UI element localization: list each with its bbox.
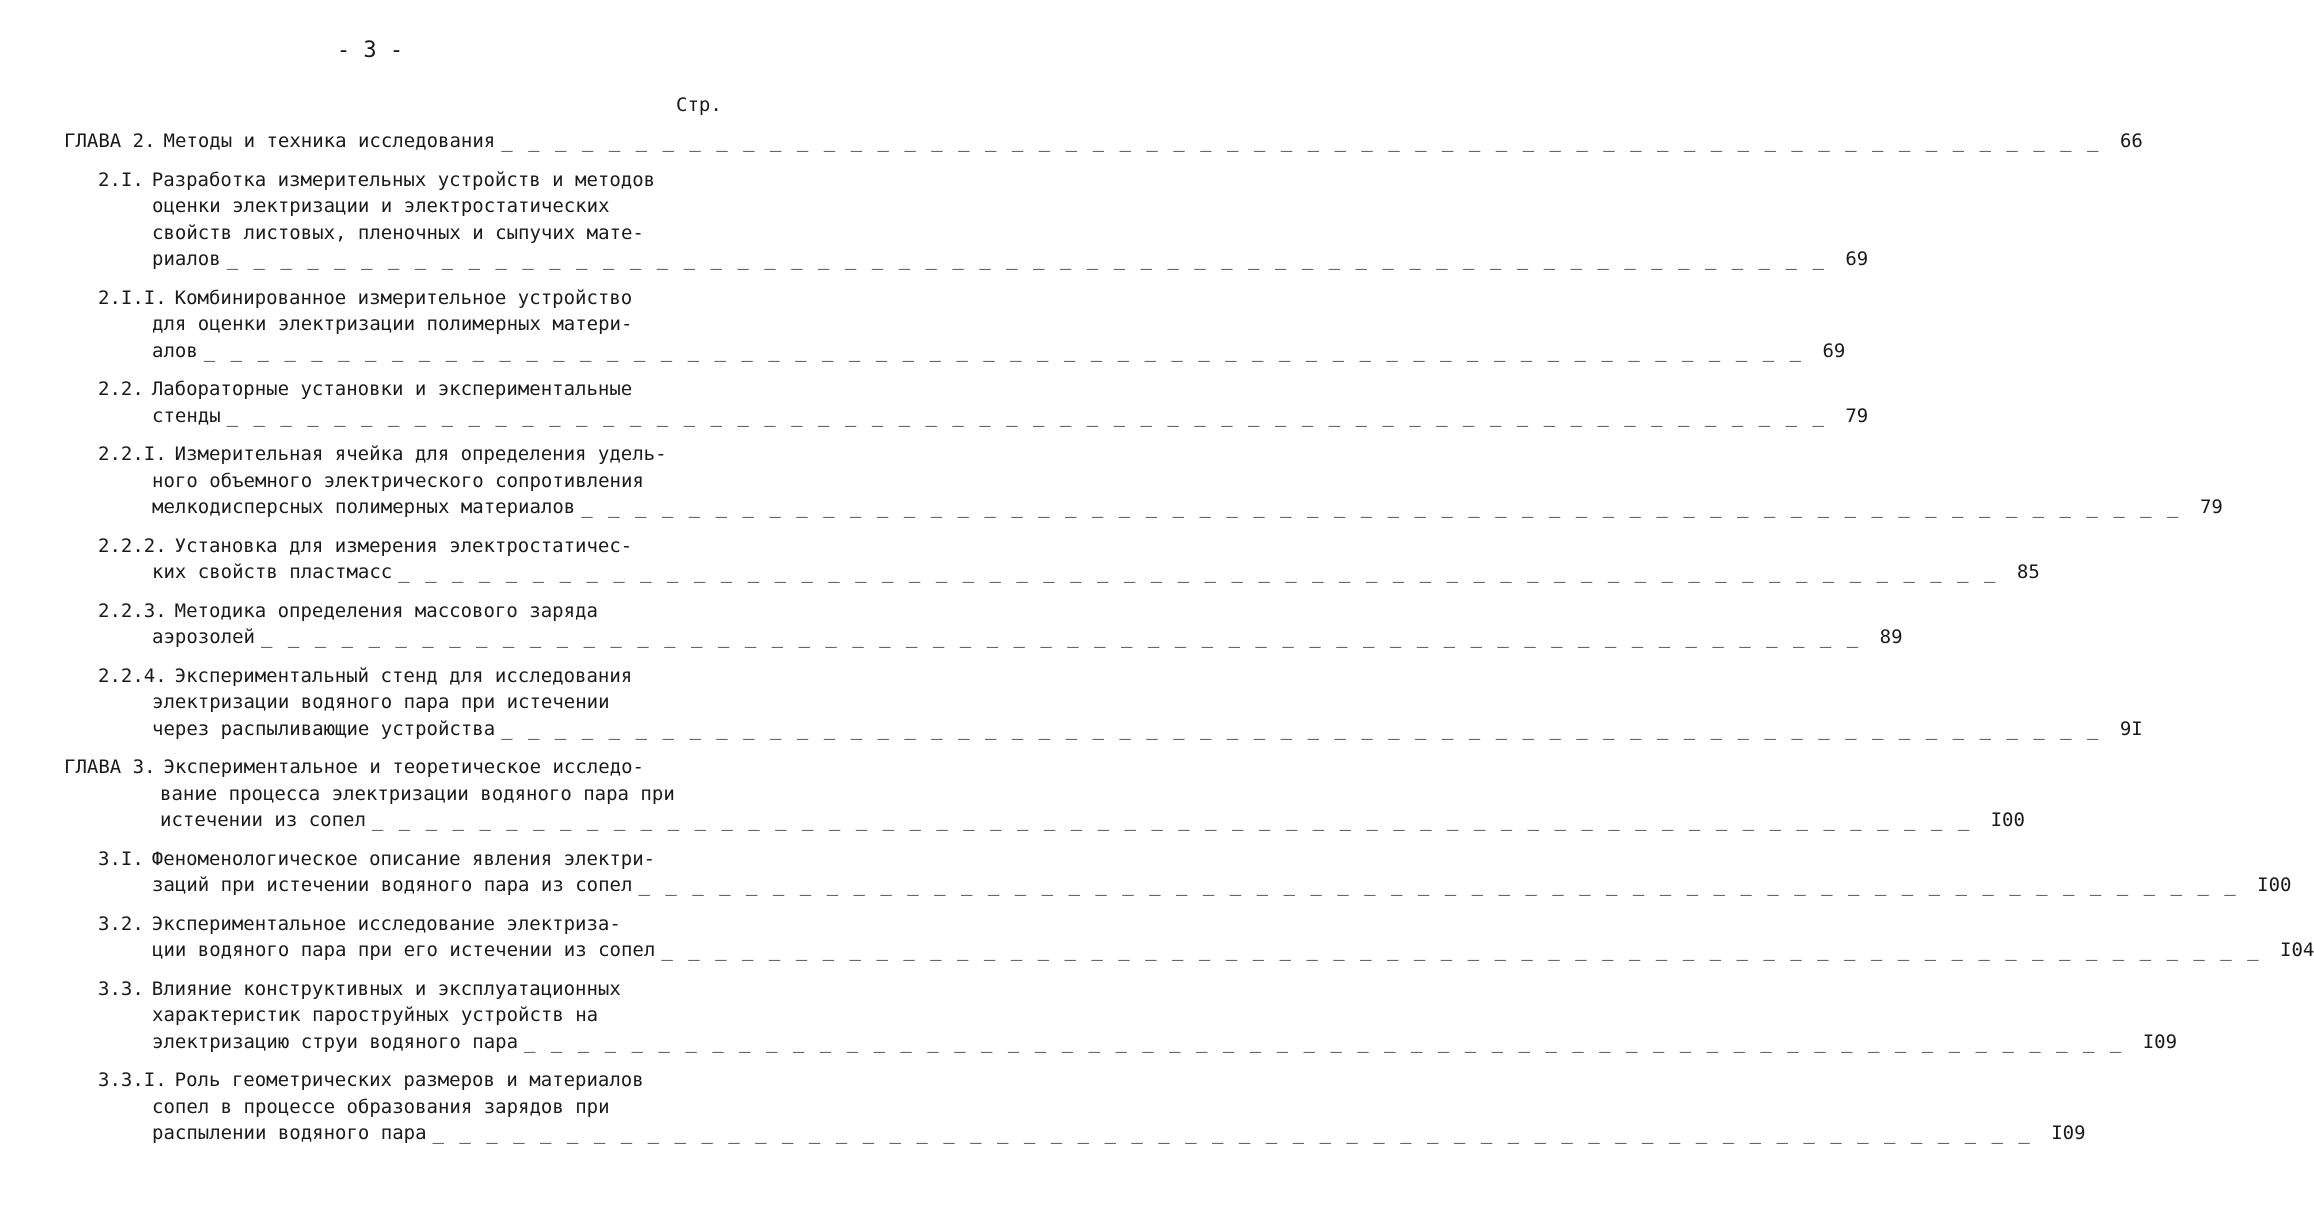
toc-entry-title-line: Измерительная ячейка для определения удель- — [174, 443, 667, 465]
toc-entry-title-line: Влияние конструктивных и эксплуатационных — [151, 977, 621, 1000]
toc-entry — [0, 976, 2178, 1056]
leader-dashes: _ _ _ _ _ _ _ _ _ _ _ _ _ _ _ _ _ _ _ _ _ _ _ _ _ _ _ _ _ _ _ _ _ _ _ _ _ _ _ _ _ _ _ _ _ _ _ _ _ _ _ _ _ _ _ _ _ _ _ _ — [260, 626, 1874, 648]
leader-dashes: _ _ _ _ _ _ _ _ _ _ _ _ _ _ _ _ _ _ _ _ _ _ _ _ _ _ _ _ _ _ _ _ _ _ _ _ _ _ _ _ _ _ _ _ _ _ _ _ _ _ _ _ _ _ _ _ _ _ _ _ — [501, 130, 2114, 152]
toc-entry-title-last-line: мелкодисперсных полимерных материалов — [152, 496, 576, 518]
toc-entry — [0, 598, 1903, 651]
toc-page-number: 79 — [2199, 496, 2223, 518]
toc-entry-number: 2.I. — [98, 168, 144, 191]
toc-page-number: 89 — [1879, 626, 1903, 648]
toc-entry — [0, 285, 1846, 365]
toc-entry-title-line: для оценки электризации полимерных матери- — [152, 313, 633, 335]
toc-entry-title-last-line: аэрозолей — [152, 626, 255, 648]
toc-entry-title-line: Экспериментальный стенд для исследования — [174, 664, 633, 687]
toc-entry — [0, 754, 2025, 834]
toc-entry-title-last-line: ких свойств пластмасс — [152, 561, 393, 583]
leader-dashes: _ _ _ _ _ _ _ _ _ _ _ _ _ _ _ _ _ _ _ _ _ _ _ _ _ _ _ _ _ _ _ _ _ _ _ _ _ _ _ _ _ _ _ _ _ _ _ _ _ _ _ _ _ _ _ _ _ _ _ _ — [226, 248, 1840, 270]
toc-entry-number: 2.2.3. — [98, 599, 167, 622]
leader-dashes: _ _ _ _ _ _ _ _ _ _ _ _ _ _ _ _ _ _ _ _ _ _ _ _ _ _ _ _ _ _ _ _ _ _ _ _ _ _ _ _ _ _ _ _ _ _ _ _ _ _ _ _ _ _ _ _ _ _ _ _ — [226, 404, 1840, 427]
toc-entry — [0, 911, 2314, 964]
toc-page-number: 85 — [2016, 561, 2040, 583]
leader-dashes: _ _ _ _ _ _ _ _ _ _ _ _ _ _ _ _ _ _ _ _ _ _ _ _ _ _ _ _ _ _ _ _ _ _ _ _ _ _ _ _ _ _ _ _ _ _ _ _ _ _ _ _ _ _ _ _ _ _ _ _ — [661, 939, 2275, 961]
page-number: - 3 - — [336, 38, 404, 63]
table-of-contents — [0, 128, 2314, 1159]
leader-dashes: _ _ _ _ _ _ _ _ _ _ _ _ _ _ _ _ _ _ _ _ _ _ _ _ _ _ _ _ _ _ _ _ _ _ _ _ _ _ _ _ _ _ _ _ _ _ _ _ _ _ _ _ _ _ _ _ _ _ _ _ — [524, 1030, 2137, 1053]
toc-entry-number: ГЛАВА 2. — [64, 130, 156, 152]
toc-page-number: 69 — [1845, 248, 1869, 270]
toc-entry-title-last-line: риалов — [152, 248, 221, 270]
toc-entry — [0, 1067, 2086, 1147]
toc-entry-number: 2.2.4. — [98, 664, 167, 687]
toc-entry-title-line: ного объемного электрического сопротивления — [152, 469, 644, 492]
toc-entry-number: 3.3.I. — [98, 1069, 167, 1091]
toc-entry-title-last-line: ции водяного пара при его истечении из сопел — [152, 939, 656, 961]
toc-entry-number: 2.2.2. — [98, 534, 167, 557]
toc-entry-title-line: сопел в процессе образования зарядов при — [152, 1095, 610, 1118]
toc-entry-title-last-line: распылении водяного пара — [152, 1122, 427, 1144]
leader-dashes: _ _ _ _ _ _ _ _ _ _ _ _ _ _ _ _ _ _ _ _ _ _ _ _ _ _ _ _ _ _ _ _ _ _ _ _ _ _ _ _ _ _ _ _ _ _ _ _ _ _ _ _ _ _ _ _ _ _ _ _ — [203, 339, 1817, 362]
leader-dashes: _ _ _ _ _ _ _ _ _ _ _ _ _ _ _ _ _ _ _ _ _ _ _ _ _ _ _ _ _ _ _ _ _ _ _ _ _ _ _ _ _ _ _ _ _ _ _ _ _ _ _ _ _ _ _ _ _ _ _ _ — [638, 874, 2252, 896]
toc-entry-number: 3.2. — [98, 912, 144, 935]
toc-entry-title-line: Разработка измерительных устройств и методов — [151, 168, 656, 191]
toc-entry-title-line: Лабораторные установки и экспериментальные — [151, 378, 633, 400]
toc-entry-title-last-line: заций при истечении водяного пара из сопел — [152, 874, 633, 896]
toc-entry-title-last-line: алов — [152, 339, 198, 362]
toc-entry-title-last-line: электризацию струи водяного пара — [152, 1030, 519, 1053]
toc-entry-title-last-line: Методы и техника исследования — [163, 130, 496, 152]
toc-entry-number: 2.2.I. — [98, 443, 167, 465]
toc-page-number: 66 — [2119, 130, 2143, 152]
toc-entry-title-line: свойств листовых, пленочных и сыпучих мате- — [152, 221, 644, 244]
toc-entry — [0, 846, 2292, 899]
toc-entry-number: 2.2. — [98, 378, 144, 400]
toc-entry-title-line: Экспериментальное и теоретическое исследо- — [163, 756, 644, 778]
toc-page-number: I04 — [2280, 939, 2314, 961]
toc-entry-title-line: характеристик пароструйных устройств на — [152, 1004, 599, 1026]
toc-entry-title-last-line: истечении из сопел — [160, 809, 366, 831]
toc-page-number: I09 — [2142, 1030, 2178, 1053]
toc-page-number: I00 — [1990, 809, 2025, 831]
toc-entry-title-line: оценки электризации и электростатических — [152, 195, 610, 217]
toc-entry — [0, 128, 2143, 155]
toc-entry — [0, 167, 1869, 273]
page-column-header: Стр. — [676, 94, 722, 116]
leader-dashes: _ _ _ _ _ _ _ _ _ _ _ _ _ _ _ _ _ _ _ _ _ _ _ _ _ _ _ _ _ _ _ _ _ _ _ _ _ _ _ _ _ _ _ _ _ _ _ _ _ _ _ _ _ _ _ _ _ _ _ _ — [581, 496, 2194, 518]
toc-entry-title-line: Методика определения массового заряда — [174, 599, 598, 622]
toc-entry-title-line: вание процесса электризации водяного пара при — [160, 782, 675, 805]
leader-dashes: _ _ _ _ _ _ _ _ _ _ _ _ _ _ _ _ _ _ _ _ _ _ _ _ _ _ _ _ _ _ _ _ _ _ _ _ _ _ _ _ _ _ _ _ _ _ _ _ _ _ _ _ _ _ _ _ _ _ _ _ — [432, 1122, 2046, 1144]
toc-entry — [0, 376, 1869, 429]
toc-page-number: I00 — [2257, 874, 2292, 896]
toc-page-number: 9I — [2119, 717, 2143, 740]
toc-entry-number: 3.3. — [98, 977, 144, 1000]
toc-entry-title-line: Установка для измерения электростатичес- — [174, 534, 633, 557]
toc-entry-title-line: электризации водяного пара при истечении — [152, 691, 610, 713]
leader-dashes: _ _ _ _ _ _ _ _ _ _ _ _ _ _ _ _ _ _ _ _ _ _ _ _ _ _ _ _ _ _ _ _ _ _ _ _ _ _ _ _ _ _ _ _ _ _ _ _ _ _ _ _ _ _ _ _ _ _ _ _ — [501, 717, 2114, 740]
toc-entry — [0, 441, 2223, 521]
toc-entry-title-line: Роль геометрических размеров и материалов — [174, 1069, 644, 1091]
toc-page-number: 79 — [1845, 404, 1869, 427]
toc-page-number: 69 — [1822, 339, 1846, 362]
toc-entry-title-last-line: через распыливающие устройства — [152, 717, 496, 740]
toc-page-number: I09 — [2051, 1122, 2086, 1144]
toc-entry-title-last-line: стенды — [152, 404, 221, 427]
toc-entry — [0, 533, 2040, 586]
toc-entry-number: ГЛАВА 3. — [64, 756, 156, 778]
toc-entry-title-line: Комбинированное измерительное устройство — [174, 286, 633, 309]
toc-entry-title-line: Экспериментальное исследование электриза- — [151, 912, 621, 935]
toc-entry — [0, 663, 2143, 743]
toc-entry-title-line: Феноменологическое описание явления электри- — [151, 847, 656, 870]
toc-entry-number: 2.I.I. — [98, 286, 167, 309]
toc-entry-number: 3.I. — [98, 847, 144, 870]
leader-dashes: _ _ _ _ _ _ _ _ _ _ _ _ _ _ _ _ _ _ _ _ _ _ _ _ _ _ _ _ _ _ _ _ _ _ _ _ _ _ _ _ _ _ _ _ _ _ _ _ _ _ _ _ _ _ _ _ _ _ _ _ — [398, 561, 2011, 583]
leader-dashes: _ _ _ _ _ _ _ _ _ _ _ _ _ _ _ _ _ _ _ _ _ _ _ _ _ _ _ _ _ _ _ _ _ _ _ _ _ _ _ _ _ _ _ _ _ _ _ _ _ _ _ _ _ _ _ _ _ _ _ _ — [371, 809, 1985, 831]
